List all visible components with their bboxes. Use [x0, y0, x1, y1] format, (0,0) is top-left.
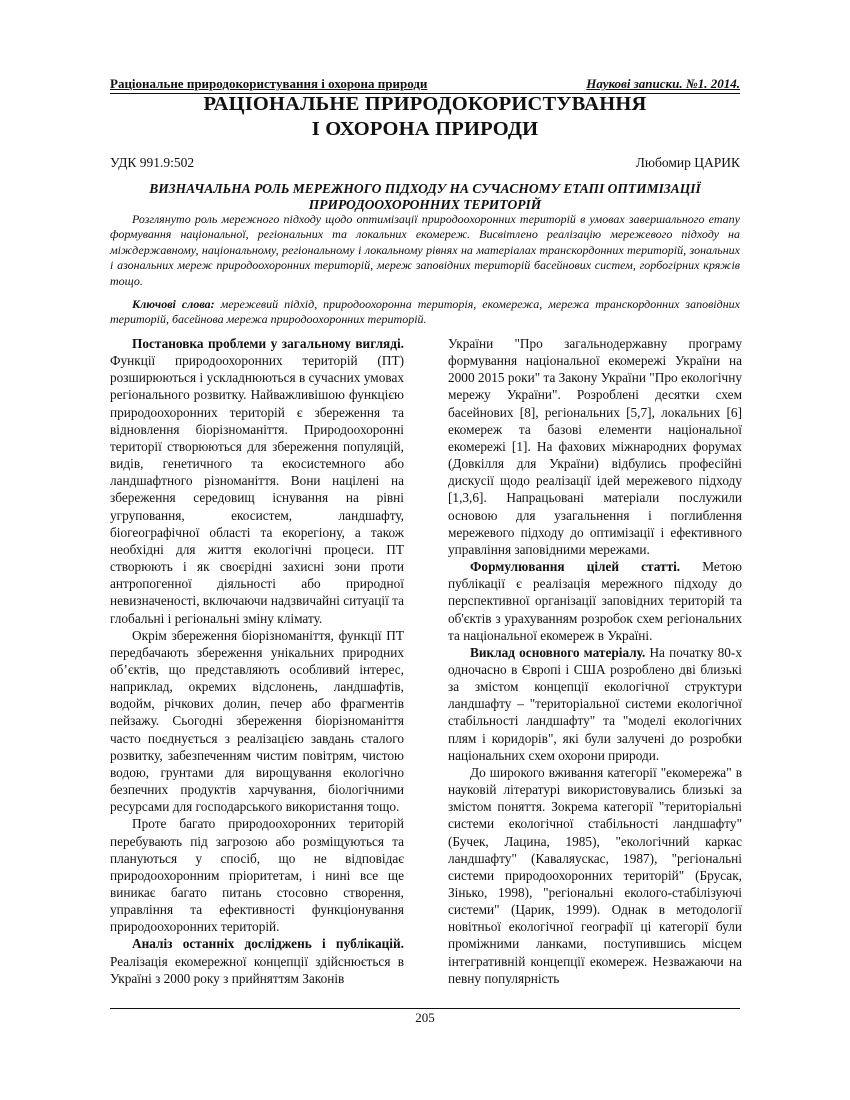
footer-divider	[110, 1008, 740, 1009]
paragraph: України "Про загальнодержавну програму формування національної екомережі України на 2000 2015 роки" та Закону України "Про екологічну мережу України". Розроблені десятки схем басейнових [8], регіональних [5,7], локальних [6] екомереж та базові елементи національної екомережі [1]. На фахових міжнародних форумах (Довкілля для України) відбулись професійні дискусії щодо реалізації ідей мережевого підходу [1,3,6]. Напрацьовані матеріали послужили основою для узагальнення і поглиблення мережевого підходу до оптимізації і ефективного управління заповідними мережами.	[448, 336, 742, 557]
paragraph: До широкого вживання категорії "екомережа" в науковій літературі використовувались близькі за змістом поняття. Зокрема категорії "територіальні системи екологічної стабільності ландшафту" (Бучек, Лацина, 1985), "екологічний каркас ландшафту" (Каваляускас, 1987), "регіональні системи природоохоронних територій" (Брусак, Зінько, 1998), "регіональні еколого-стабілізуючі системи" (Царик, 1999). Однак в методології новітньої екологічної географії ці категорії були проміжними ланками, поступившись місцем інтегративній концепції екомереж. Незважаючи на певну популярність	[448, 764, 742, 986]
article-meta	[110, 155, 740, 171]
section-title-line-1: РАЦІОНАЛЬНЕ ПРИРОДОКОРИСТУВАННЯ	[203, 93, 647, 115]
article-title-line-2: ПРИРОДООХОРОННИХ ТЕРИТОРІЙ	[308, 197, 542, 212]
paragraph	[448, 644, 742, 764]
paragraph-heading: Формулювання цілей статті.	[470, 559, 681, 575]
keywords-text: мережевий підхід, природоохоронна територія, екомережа, мережа транскордонних заповідних територій, басейнова мережа природоохоронних територій.	[110, 297, 740, 327]
paragraph-heading: Аналіз останніх досліджень і публікацій.	[132, 936, 404, 952]
page-number: 205	[415, 1010, 435, 1025]
author-name: Любомир ЦАРИК	[635, 155, 740, 170]
article-title-line-1: ВИЗНАЧАЛЬНА РОЛЬ МЕРЕЖНОГО ПІДХОДУ НА СУЧАСНОМУ ЕТАПІ ОПТИМІЗАЦІЇ	[149, 181, 701, 196]
paragraph-text: Реалізація екомережної концепції здійснюється в Україні з 2000 року з прийняттям Законів	[110, 953, 404, 986]
paragraph-text: Функції природоохоронних територій (ПТ) розширюються і ускладнюються в сучасних умовах регіонального розвитку. Найважливішою функцією природоохоронних територій є збереження та відновлення біорізноманіття. Природоохоронні території створюються для збереження популяцій, видів, генетичного та екосистемного або ландшафтного різноманіття. Вони націлені на збереження середовищ існування на рівні угруповання, екосистем, ландшафту, біогеографічної області та екорегіону, а також необхідні для життя екологічні процеси. ПТ створюють і як своєрідні захисні зони проти антропогенної діяльності або природної невизначеності, включаючи надзвичайні ситуації та глобальні і регіональні зміну клімату.	[110, 353, 404, 626]
keywords	[110, 297, 740, 328]
paragraph	[448, 558, 742, 644]
paragraph	[110, 335, 404, 627]
article-title	[110, 181, 740, 213]
paragraph-heading: Виклад основного матеріалу.	[470, 644, 646, 660]
keywords-label: Ключові слова:	[132, 297, 215, 311]
paragraph: Проте багато природоохоронних територій перебувають під загрозою або розміщуються та плануються у спосіб, що не відповідає природоохоронним пріоритетам, і нині все ще виникає багато питань стосовно створення, управління та ефективності функціонування природоохоронних територій.	[110, 816, 404, 935]
paragraph-heading: Постановка проблеми у загальному вигляді.	[132, 336, 404, 351]
left-column	[110, 335, 404, 987]
section-title	[110, 92, 740, 142]
udc-code: УДК 991.9:502	[110, 155, 195, 170]
journal-section-label: Раціональне природокористування і охорона природи	[110, 76, 428, 91]
paragraph: Окрім збереження біорізноманіття, функції ПТ передбачають збереження унікальних природних об’єктів, що представляють особливий інтерес, наприклад, окремих відслонень, ландшафтів, водойм, річкових долин, печер або фрагментів пейзажу. Сьогодні збереження біорізноманіття часто поєднується з реалізацією завдань сталого розвитку, забезпеченням чистим повітрям, чистою водою, грунтами для вирощування екологічно безпечних продуктів харчування, біологічними ресурсами для господарського використання тощо.	[110, 627, 404, 815]
journal-issue-label: Наукові записки. №1. 2014.	[586, 76, 740, 91]
paragraph	[110, 935, 404, 986]
right-column	[448, 335, 742, 987]
paragraph-text: Метою публікації є реалізація мережного підходу до перспективної організації заповідних територій та об'єктів з урахуванням розробок схем регіональних та національної екомереж в Україні.	[448, 559, 742, 643]
abstract: Розглянуто роль мережного підходу щодо оптимізації природоохоронних територій в умовах завершального етапу формування національної, регіональних та локальних екомереж. Висвітлено реалізацію мережевого підходу на міждержавному, національному, регіональному і локальному рівнях на матеріалах транскордонних територій, зональних і азональних мереж природоохоронних територій, мереж заповідних територій басейнових систем, горбогірних кряжів тощо.	[110, 212, 740, 288]
section-title-line-2: І ОХОРОНА ПРИРОДИ	[311, 118, 539, 140]
paragraph-text: На початку 80-х одночасно в Європі і США розроблено дві близькі за змістом концепції екологічної структури ландшафту – "територіальної системи екологічної стабільності ландшафту" та "моделі екологічних плям і коридорів", які були залучені до розробки національних схем охорони природи.	[448, 644, 742, 763]
